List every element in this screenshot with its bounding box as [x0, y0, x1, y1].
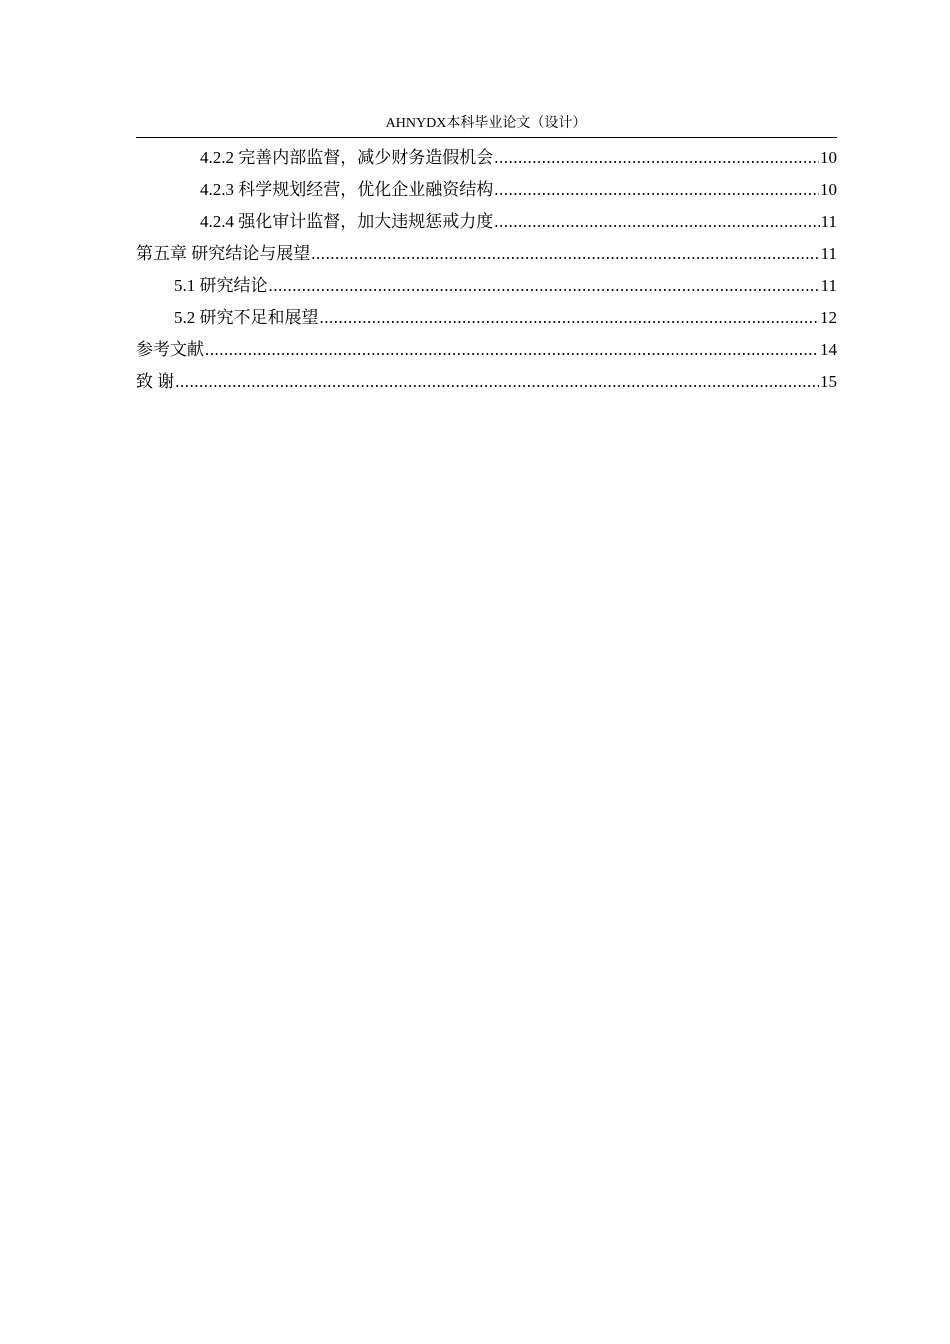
toc-page-number: 11: [820, 276, 837, 295]
toc-page-number: 14: [820, 340, 837, 359]
toc-entry-4-2-4[interactable]: [136, 206, 837, 238]
toc-leader-dots: [494, 174, 819, 206]
toc-leader-dots: [269, 270, 820, 302]
toc-entry-label: 5.1 研究结论: [174, 276, 268, 295]
header-rule: [136, 137, 837, 138]
toc-entry-label: 致 谢: [136, 372, 175, 391]
toc-leader-dots: [175, 366, 819, 398]
toc-entry-4-2-2[interactable]: [136, 142, 837, 174]
toc-page-number: 11: [820, 212, 837, 231]
toc-leader-dots: [494, 206, 819, 238]
toc-entry-label: 4.2.2 完善内部监督，减少财务造假机会: [200, 148, 494, 167]
toc-entry-references[interactable]: [136, 334, 837, 366]
page-header: AHNYDX本科毕业论文（设计）: [385, 116, 587, 131]
toc-entry-5-2[interactable]: [136, 302, 837, 334]
toc-entry-5-1[interactable]: [136, 270, 837, 302]
toc-page-number: 10: [820, 148, 837, 167]
toc-entry-label: 4.2.4 强化审计监督，加大违规惩戒力度: [200, 212, 494, 231]
toc-entry-label: 第五章 研究结论与展望: [136, 244, 311, 263]
toc-entry-chapter-5[interactable]: [136, 238, 837, 270]
toc-page-number: 11: [820, 244, 837, 263]
table-of-contents: [136, 142, 837, 398]
toc-leader-dots: [320, 302, 820, 334]
toc-page-number: 10: [820, 180, 837, 199]
toc-leader-dots: [311, 238, 819, 270]
toc-entry-label: 参考文献: [136, 340, 204, 359]
toc-entry-label: 4.2.3 科学规划经营，优化企业融资结构: [200, 180, 494, 199]
toc-entry-4-2-3[interactable]: [136, 174, 837, 206]
toc-page-number: 15: [820, 372, 837, 391]
toc-leader-dots: [494, 142, 819, 174]
toc-page-number: 12: [820, 308, 837, 327]
toc-entry-acknowledgements[interactable]: [136, 366, 837, 398]
toc-leader-dots: [205, 334, 819, 366]
toc-entry-label: 5.2 研究不足和展望: [174, 308, 319, 327]
